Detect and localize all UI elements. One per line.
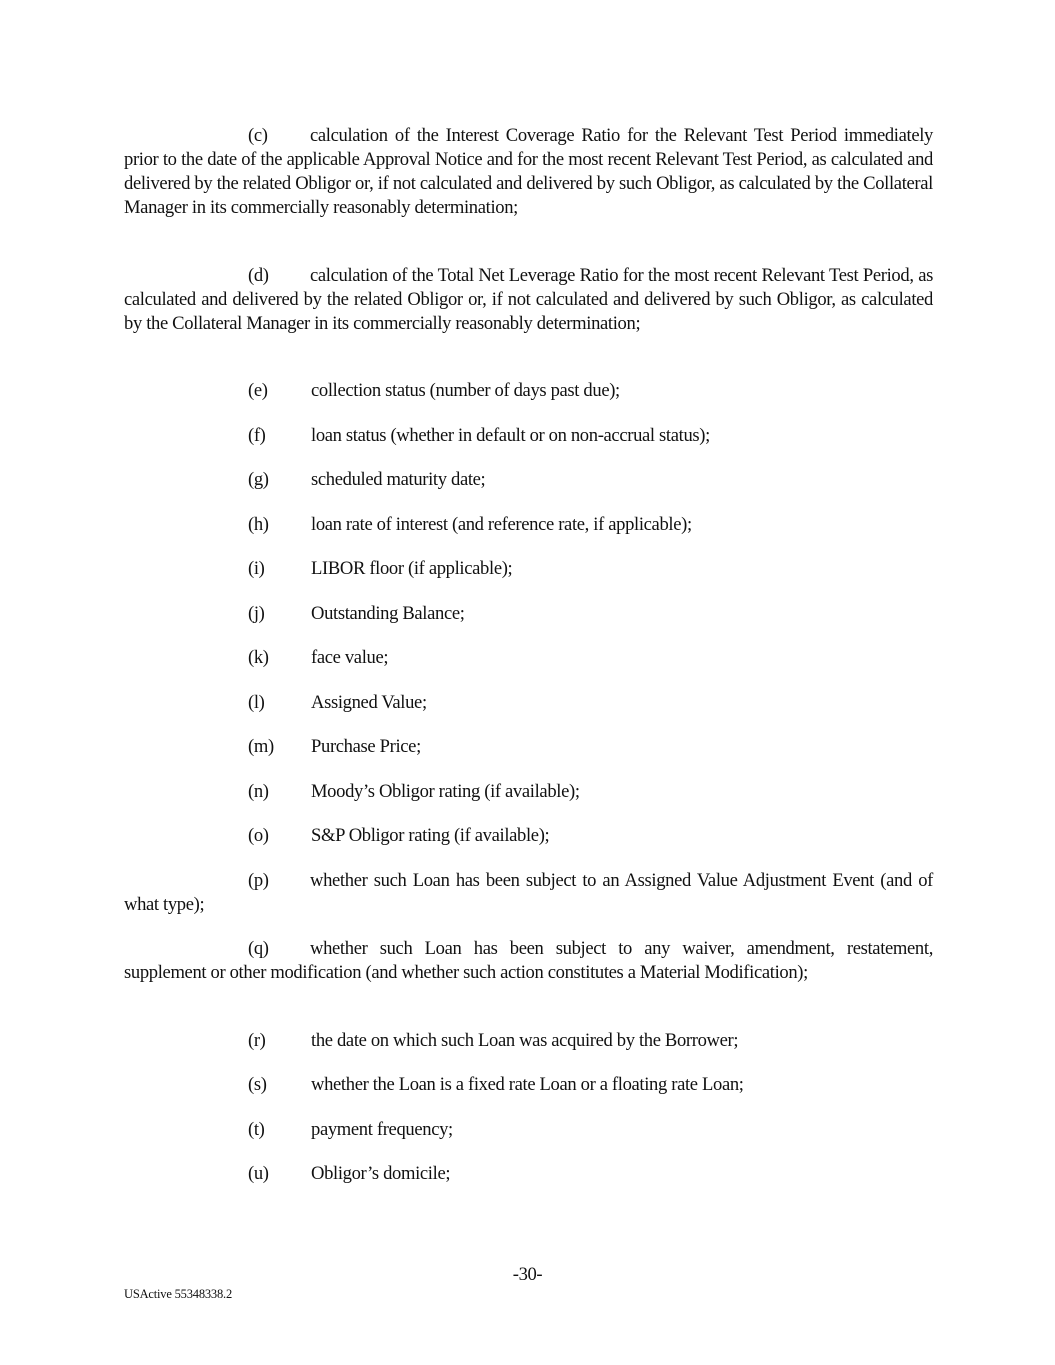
clause-f [248,424,710,448]
clause-label: (o) [248,825,269,846]
clause-k [248,646,388,670]
clause-text: S&P Obligor rating (if available); [311,825,550,846]
clause-text: Purchase Price; [311,736,421,757]
clause-text: Outstanding Balance; [311,603,465,624]
clause-text: whether the Loan is a fixed rate Loan or a floating rate Loan; [311,1074,744,1095]
clause-label: (d) [248,265,269,286]
clause-label: (h) [248,514,269,535]
clause-label: (s) [248,1074,267,1095]
clause-text: face value; [311,647,389,668]
document-id: USActive 55348338.2 [124,1287,232,1301]
clause-label: (p) [248,870,269,891]
clause-text: whether such Loan has been subject to any waiver, amendment, restatement, supplement or other modification (and whether such action constitutes a Material Modification); [124,938,933,983]
clause-l [248,691,427,715]
clause-e [248,379,620,403]
clause-label: (g) [248,469,269,490]
clause-text: whether such Loan has been subject to an Assigned Value Adjustment Event (and of what type); [124,870,933,915]
clause-text: loan rate of interest (and reference rate, if applicable); [311,514,692,535]
clause-label: (c) [248,125,268,146]
clause-o [248,824,549,848]
clause-u [248,1162,450,1186]
clause-n [248,780,580,804]
clause-text: LIBOR floor (if applicable); [311,558,513,579]
clause-c [124,124,933,220]
clause-text: Assigned Value; [311,692,427,713]
clause-label: (f) [248,425,266,446]
clause-text: the date on which such Loan was acquired by the Borrower; [311,1030,739,1051]
clause-d [124,264,933,336]
clause-p [124,869,933,917]
clause-text: collection status (number of days past due); [311,380,620,401]
clause-text: calculation of the Interest Coverage Ratio for the Relevant Test Period immediately prior to the date of the applicable Approval Notice and for the most recent Relevant Test Period, as calculated and delivered by the related Obligor or, if not calculated and delivered by such Obligor, as calculated by the Collateral Manager in its commercially reasonably determination; [124,125,933,218]
clause-text: scheduled maturity date; [311,469,486,490]
clause-text: Moody’s Obligor rating (if available); [311,781,580,802]
clause-label: (e) [248,380,268,401]
clause-label: (m) [248,736,274,757]
clause-r [248,1029,738,1053]
clause-text: loan status (whether in default or on non-accrual status); [311,425,710,446]
clause-label: (i) [248,558,265,579]
clause-label: (r) [248,1030,266,1051]
clause-i [248,557,512,581]
page-number: -30- [512,1264,543,1285]
clause-j [248,602,465,626]
clause-g [248,468,485,492]
clause-text: calculation of the Total Net Leverage Ratio for the most recent Relevant Test Period, as calculated and delivered by the related Obligor or, if not calculated and delivered by such Obligor, as calculated by the Collateral Manager in its commercially reasonably determination; [124,265,933,334]
clause-text: payment frequency; [311,1119,453,1140]
clause-m [248,735,421,759]
clause-h [248,513,692,537]
clause-label: (u) [248,1163,269,1184]
clause-t [248,1118,453,1142]
clause-label: (k) [248,647,269,668]
clause-label: (q) [248,938,269,959]
clause-text: Obligor’s domicile; [311,1163,451,1184]
clause-q [124,937,933,985]
clause-label: (t) [248,1119,265,1140]
clause-s [248,1073,744,1097]
clause-label: (l) [248,692,265,713]
clause-label: (j) [248,603,265,624]
clause-label: (n) [248,781,269,802]
